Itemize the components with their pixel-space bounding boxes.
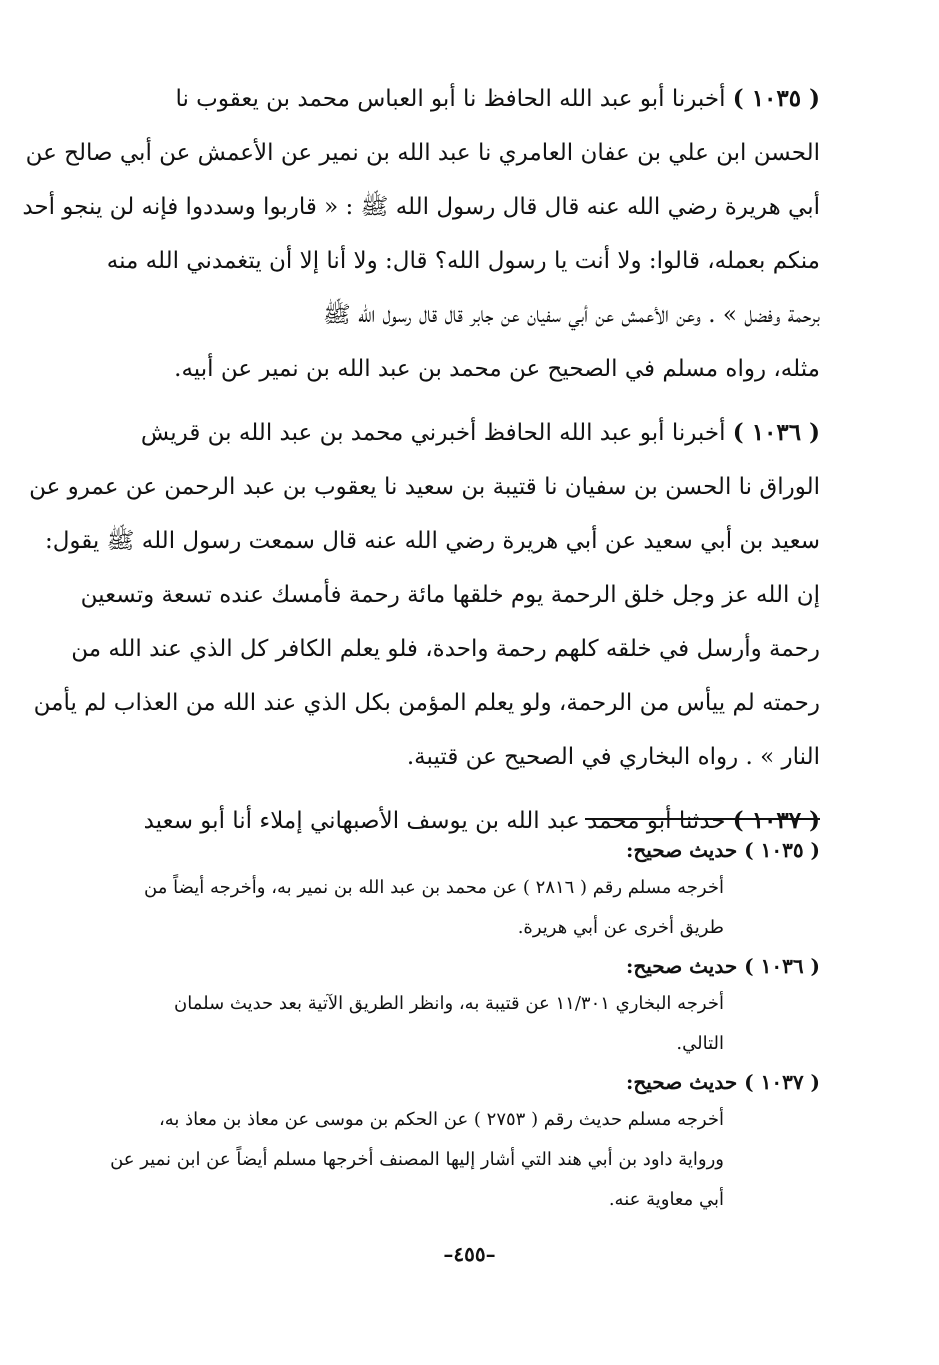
- text-line: منكم بعمله، قالوا: ولا أنت يا رسول الله؟ قال: ولا أنا إلا أن يتغمدني الله منه: [106, 248, 820, 274]
- hadith-text: أخبرنا أبو عبد الله الحافظ نا أبو العباس محمد بن يعقوب نا: [175, 86, 726, 112]
- footnote-body: [112, 868, 820, 948]
- footnote-heading: ( ١٠٣٦ ) حديث صحيح:: [625, 954, 820, 978]
- footnotes: [112, 832, 820, 1220]
- hadith-number: ( ١٠٣٥ ): [732, 85, 820, 112]
- hadith-1035: [22, 72, 820, 396]
- hadith-1036: [29, 406, 820, 784]
- footnote-line: أخرجه البخاري ١١/٣٠١ عن قتيبة به، وانظر الطريق الآتية بعد حديث سلمان: [174, 993, 724, 1014]
- text-line: الوراق نا الحسن بن سفيان نا قتيبة بن سعيد نا يعقوب بن عبد الرحمن عن عمرو عن: [29, 474, 820, 500]
- footnote-line: أخرجه مسلم حديث رقم ( ٢٧٥٣ ) عن الحكم بن موسى عن معاذ بن معاذ به،: [158, 1109, 724, 1130]
- text-line: النار » . رواه البخاري في الصحيح عن قتيبة.: [406, 744, 820, 770]
- footnote-heading: ( ١٠٣٧ ) حديث صحيح:: [625, 1070, 820, 1094]
- footnote-divider: [585, 818, 820, 820]
- footnote-body: [112, 984, 820, 1064]
- footnote-line: التالي.: [676, 1033, 724, 1054]
- text-line: مثله، رواه مسلم في الصحيح عن محمد بن عبد الله بن نمير عن أبيه.: [174, 356, 820, 382]
- text-line: الحسن ابن علي بن عفان العامري نا عبد الله بن نمير عن الأعمش عن أبي صالح عن: [25, 140, 820, 166]
- footnote-heading: ( ١٠٣٥ ) حديث صحيح:: [625, 838, 820, 862]
- footnote-1036: [112, 948, 820, 1064]
- footnote-1037: [112, 1064, 820, 1220]
- footnote-line: طريق أخرى عن أبي هريرة.: [517, 917, 724, 938]
- footnote-line: ورواية داود بن أبي هند التي أشار إليها المصنف أخرجها مسلم أيضاً عن ابن نمير عن: [110, 1149, 724, 1170]
- hadith-text: أخبرنا أبو عبد الله الحافظ أخبرني محمد بن عبد الله بن قريش: [140, 420, 726, 446]
- text-line: [112, 72, 820, 126]
- footnote-line: أبي معاوية عنه.: [608, 1189, 724, 1210]
- hadith-text: حدثنا أبو محمد عبد الله بن يوسف الأصبهاني إملاء أنا أبو سعيد: [143, 808, 726, 834]
- footnote-1035: [112, 832, 820, 948]
- hadith-number: ( ١٠٣٦ ): [732, 419, 820, 446]
- text-line: برحمة وفضل » . وعن الأعمش عن أبي سفيان عن جابر قال قال رسول الله ﷺ: [322, 302, 820, 328]
- main-text: [22, 72, 820, 858]
- text-line: سعيد بن أبي سعيد عن أبي هريرة رضي الله عنه قال سمعت رسول الله ﷺ يقول:: [44, 528, 820, 554]
- hadith-number: ( ١٠٣٧ ): [732, 807, 820, 834]
- footnote-body: [112, 1100, 820, 1220]
- footnote-line: أخرجه مسلم رقم ( ٢٨١٦ ) عن محمد بن عبد الله بن نمير به، وأخرجه أيضاً من: [144, 877, 724, 898]
- text-line: [112, 406, 820, 460]
- text-line: رحمته لم ييأس من الرحمة، ولو يعلم المؤمن بكل الذي عند الله من العذاب لم يأمن: [33, 690, 820, 716]
- text-line: رحمة وأرسل في خلقه كلهم رحمة واحدة، فلو يعلم الكافر كل الذي عند الله من: [71, 636, 820, 662]
- text-line: إن الله عز وجل خلق الرحمة يوم خلقها مائة رحمة فأمسك عنده تسعة وتسعين: [80, 582, 820, 608]
- page-number: –٤٥٥–: [443, 1242, 496, 1266]
- text-line: أبي هريرة رضي الله عنه قال قال رسول الله ﷺ : « قاربوا وسددوا فإنه لن ينجو أحد: [22, 194, 820, 220]
